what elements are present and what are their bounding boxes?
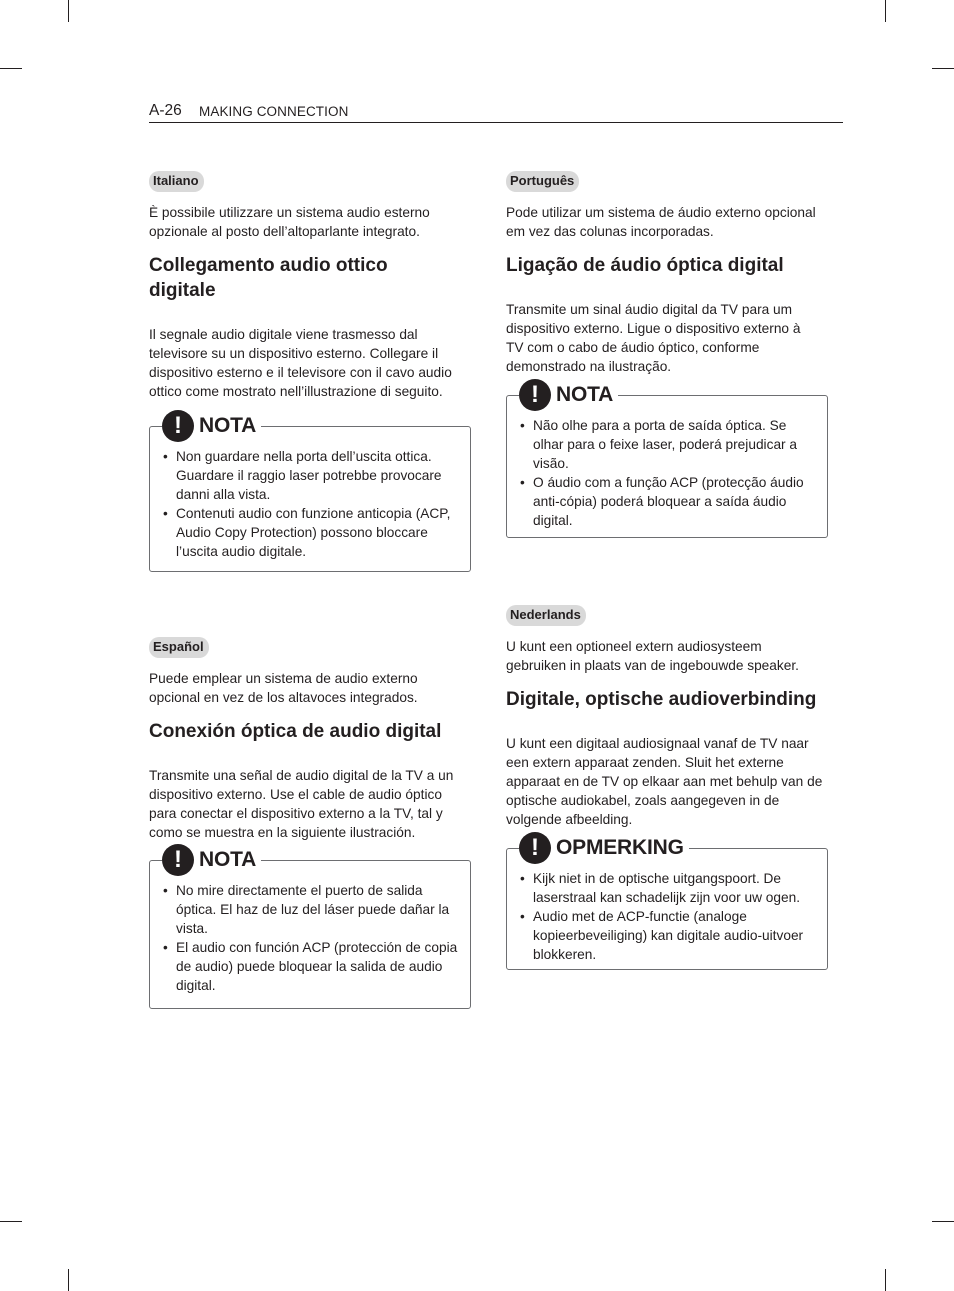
body-text: U kunt een digitaal audiosignaal vanaf de TV naar een extern apparaat zenden. Sluit het externe apparaat en de TV op elkaar aan met behulp van de optische audiokabel, zoals aangegeven in de volgende afbeelding. [506,736,823,827]
section-heading: Conexión óptica de audio digital [149,721,442,742]
intro-text: È possibile utilizzare un sistema audio esterno opzionale al posto dell’altoparlante integrato. [149,205,430,239]
crop-mark [932,68,954,69]
exclamation-icon: ! [519,832,551,864]
note-title: NOTA [556,383,614,406]
intro-text: U kunt een optioneel extern audiosysteem gebruiken in plaats van de ingebouwde speaker. [506,639,799,673]
note-box [149,846,471,1009]
note-title: OPMERKING [556,836,684,859]
note-item: • Kijk niet in de optische uitgangspoort. De laserstraal kan schadelijk zijn voor uw ogen. [520,869,817,907]
note-header [519,379,618,411]
note-box [149,412,471,572]
note-list [507,396,827,540]
body-text: Il segnale audio digitale viene trasmesso dal televisore su un dispositivo esterno. Collegare il dispositivo esterno e il televisore con il cavo audio ottico come mostrato nell’illustrazione di seguito. [149,327,452,399]
intro-text: Pode utilizar um sistema de áudio externo opcional em vez das colunas incorporadas. [506,205,816,239]
section-nederlands [506,605,830,829]
page-number: A-26 [149,102,182,119]
exclamation-icon: ! [162,410,194,442]
crop-mark [0,68,22,69]
note-item: • Contenuti audio con funzione anticopia (ACP, Audio Copy Protection) possono bloccare l’uscita audio digitale. [163,504,460,561]
note-box [506,381,828,538]
language-badge: Español [149,637,209,658]
intro-text: Puede emplear un sistema de audio externo opcional en vez de los altavoces integrados. [149,671,418,705]
note-item: • Non guardare nella porta dell’uscita ottica. Guardare il raggio laser potrebbe provocare danni alla vista. [163,447,460,504]
note-box [506,834,828,970]
section-title: MAKING CONNECTION [199,104,349,119]
note-title: NOTA [199,414,257,437]
note-item: • Audio met de ACP-functie (analoge kopieerbeveiliging) kan digitale audio-uitvoer blokkeren. [520,907,817,964]
note-item: • O áudio com a função ACP (protecção áudio anti-cópia) poderá bloquear a saída áudio digital. [520,473,817,530]
note-item: • No mire directamente el puerto de salida óptica. El haz de luz del láser puede dañar la vista. [163,881,460,938]
crop-mark [0,1221,22,1222]
section-espanol [149,637,473,842]
note-list [150,427,470,571]
note-header [162,844,261,876]
language-badge: Nederlands [506,605,586,626]
exclamation-icon: ! [519,379,551,411]
language-badge: Italiano [149,171,204,192]
note-title: NOTA [199,848,257,871]
crop-mark [932,1221,954,1222]
note-list [150,861,470,1005]
section-heading: Ligação de áudio óptica digital [506,255,784,276]
body-text: Transmite una señal de audio digital de la TV a un dispositivo externo. Use el cable de audio óptico para conectar el dispositivo externo a la TV, tal y como se muestra en la siguiente ilustración. [149,768,454,840]
language-badge: Português [506,171,579,192]
section-portugues [506,171,830,376]
note-item: • El audio con función ACP (protección de copia de audio) puede bloquear la salida de audio digital. [163,938,460,995]
note-header [519,832,689,864]
exclamation-icon: ! [162,844,194,876]
page-header [149,100,843,123]
note-list [507,849,827,974]
note-header [162,410,261,442]
crop-mark [885,1269,886,1291]
crop-mark [68,1269,69,1291]
section-italiano [149,171,473,401]
section-heading: Collegamento audio ottico digitale [149,255,388,301]
body-text: Transmite um sinal áudio digital da TV para um dispositivo externo. Ligue o dispositivo externo à TV com o cabo de áudio óptico, conforme demonstrado na ilustração. [506,302,801,374]
note-item: • Não olhe para a porta de saída óptica. Se olhar para o feixe laser, poderá prejudicar a visão. [520,416,817,473]
crop-mark [885,0,886,22]
crop-mark [68,0,69,22]
section-heading: Digitale, optische audioverbinding [506,689,817,710]
